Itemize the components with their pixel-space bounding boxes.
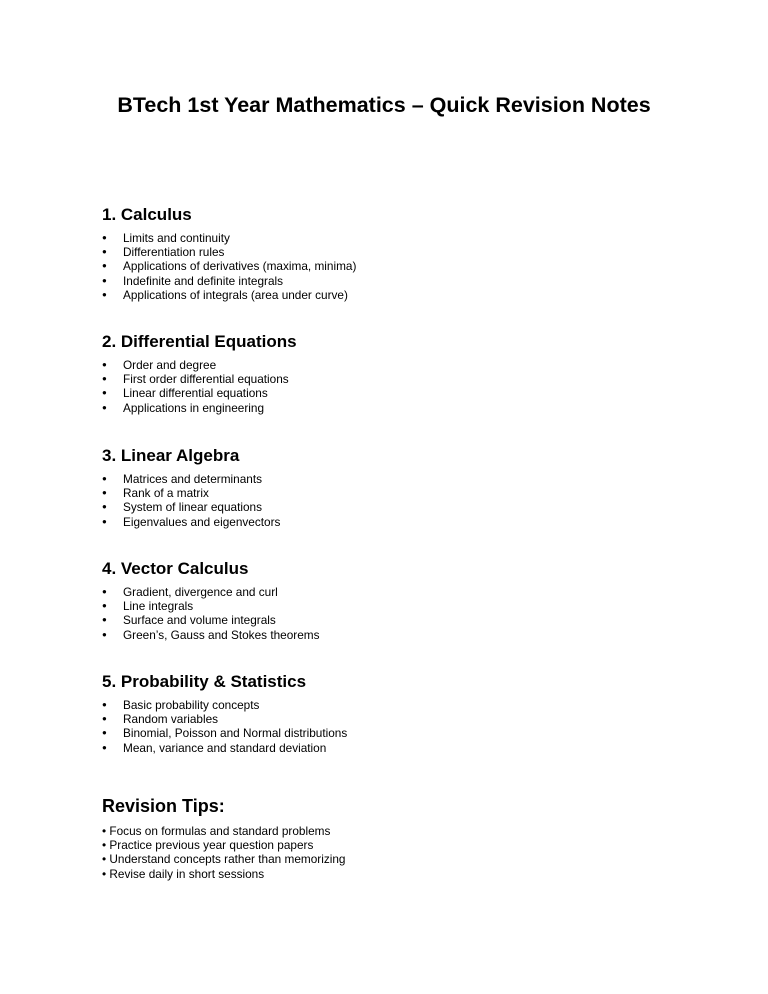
bullet-icon: ● bbox=[102, 402, 107, 412]
revision-tips-list bbox=[102, 824, 702, 881]
list-item: ● Mean, variance and standard deviation bbox=[102, 740, 327, 755]
bullet-icon: ● bbox=[102, 488, 107, 498]
bullet-icon: ● bbox=[102, 247, 107, 257]
section-calculus bbox=[102, 205, 702, 302]
topic-list bbox=[102, 472, 702, 529]
section-heading: 3. Linear Algebra bbox=[102, 446, 240, 465]
tip-line: • Understand concepts rather than memorizing bbox=[102, 852, 346, 867]
bullet-icon: ● bbox=[102, 700, 107, 709]
section-heading: 1. Calculus bbox=[102, 205, 192, 224]
tip-line: • Practice previous year question papers bbox=[102, 838, 314, 853]
bullet-icon: ● bbox=[102, 360, 107, 369]
list-item: ● System of linear equations bbox=[102, 500, 263, 515]
bullet-icon: ● bbox=[102, 233, 107, 242]
list-item: ● Applications in engineering bbox=[102, 400, 265, 415]
list-item: ● Gradient, divergence and curl bbox=[102, 585, 278, 599]
list-item: ● Indefinite and definite integrals bbox=[102, 273, 284, 288]
section-heading: 5. Probability & Statistics bbox=[102, 672, 307, 691]
section-vector-calculus bbox=[102, 559, 702, 642]
bullet-icon: ● bbox=[102, 587, 107, 596]
bullet-icon: ● bbox=[102, 388, 107, 398]
list-item: ● Applications of integrals (area under curve) bbox=[102, 287, 348, 302]
bullet-icon: ● bbox=[102, 516, 107, 526]
list-item: ● Limits and continuity bbox=[102, 231, 230, 245]
list-item: ● Surface and volume integrals bbox=[102, 613, 276, 628]
bullet-icon: ● bbox=[102, 261, 107, 271]
revision-tips bbox=[102, 796, 702, 881]
bullet-icon: ● bbox=[102, 615, 107, 625]
list-item: ● Rank of a matrix bbox=[102, 486, 209, 501]
topic-list bbox=[102, 585, 702, 642]
bullet-icon: ● bbox=[102, 275, 107, 285]
tip-line: • Focus on formulas and standard problems bbox=[102, 824, 331, 838]
bullet-icon: ● bbox=[102, 601, 107, 611]
list-item: ● Binomial, Poisson and Normal distributions bbox=[102, 726, 348, 741]
bullet-icon: ● bbox=[102, 374, 107, 384]
topic-list bbox=[102, 231, 702, 302]
list-item: ● Basic probability concepts bbox=[102, 698, 260, 712]
list-item: ● Differentiation rules bbox=[102, 245, 225, 260]
list-item: ● Green’s, Gauss and Stokes theorems bbox=[102, 627, 320, 642]
section-linear-algebra bbox=[102, 446, 702, 529]
bullet-icon: ● bbox=[102, 742, 107, 752]
list-item: ● Line integrals bbox=[102, 599, 194, 614]
revision-tips-heading: Revision Tips: bbox=[102, 796, 225, 816]
bullet-icon: ● bbox=[102, 728, 107, 738]
list-item: ● Applications of derivatives (maxima, minima) bbox=[102, 259, 357, 274]
section-probability-statistics bbox=[102, 672, 702, 755]
list-item: ● Linear differential equations bbox=[102, 386, 268, 401]
tip-line: • Revise daily in short sessions bbox=[102, 866, 265, 881]
list-item: ● Order and degree bbox=[102, 358, 217, 372]
document-title: BTech 1st Year Mathematics – Quick Revision Notes bbox=[117, 93, 651, 117]
list-item: ● Random variables bbox=[102, 712, 219, 727]
section-heading: 2. Differential Equations bbox=[102, 332, 297, 351]
bullet-icon: ● bbox=[102, 289, 107, 299]
list-item: ● Matrices and determinants bbox=[102, 472, 263, 486]
bullet-icon: ● bbox=[102, 502, 107, 512]
bullet-icon: ● bbox=[102, 474, 107, 483]
topic-list bbox=[102, 358, 702, 415]
list-item: ● First order differential equations bbox=[102, 372, 289, 387]
bullet-icon: ● bbox=[102, 629, 107, 639]
section-differential-equations bbox=[102, 332, 702, 415]
section-heading: 4. Vector Calculus bbox=[102, 559, 249, 578]
topic-list bbox=[102, 698, 702, 755]
list-item: ● Eigenvalues and eigenvectors bbox=[102, 514, 281, 529]
bullet-icon: ● bbox=[102, 714, 107, 724]
